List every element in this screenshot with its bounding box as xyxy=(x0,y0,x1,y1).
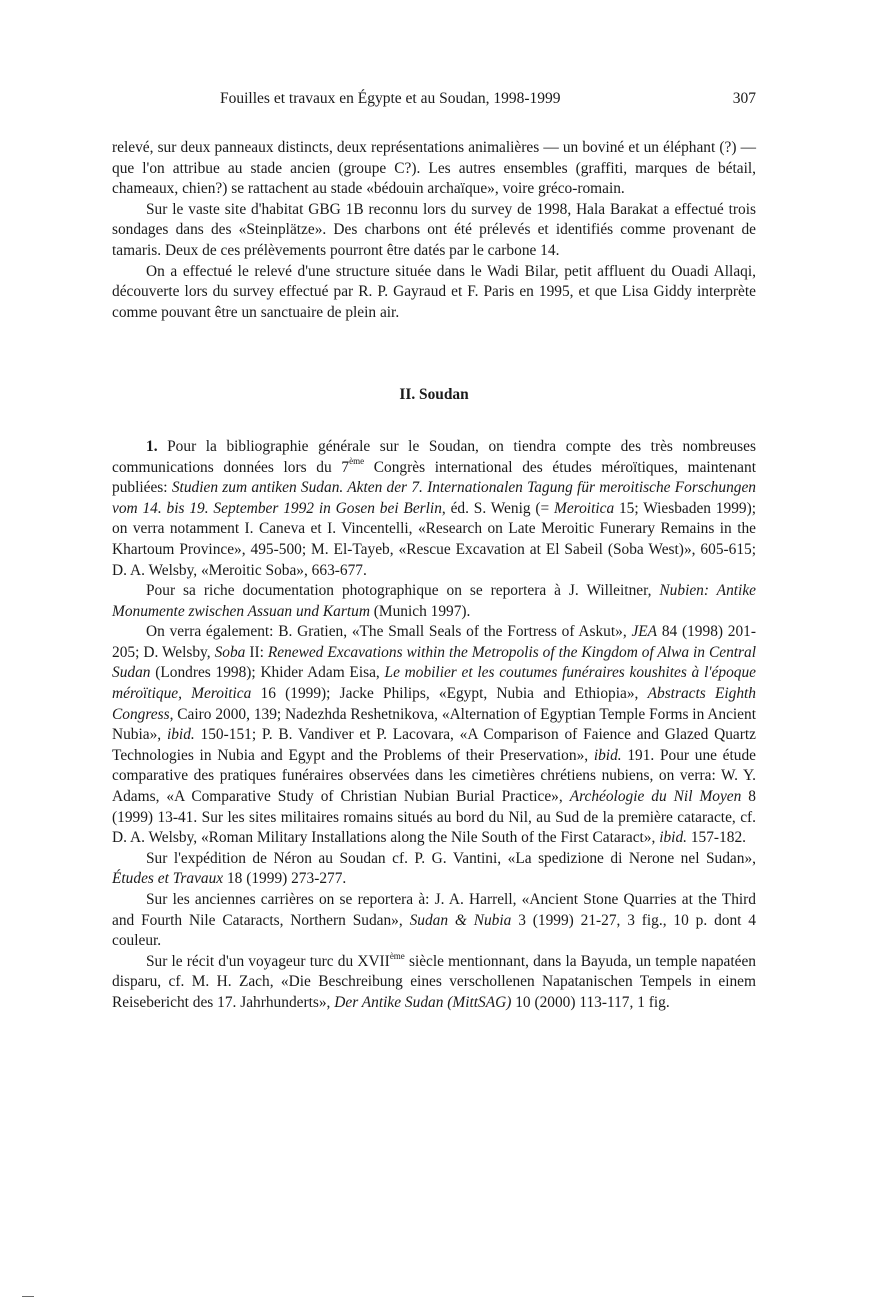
italic-title: JEA xyxy=(631,623,658,641)
superscript: ème xyxy=(349,456,365,467)
text-span: 15; Wiesbaden 1999); on verra notamment I. Caneva et I. Vincentelli, «Research on Late Meroitic Funerary Remains in the Khartoum Province», 495-500; M. El-Tayeb, «Rescue Excavation at El Sabeil (Soba West)», 605-615; D. A. Welsby, «Meroitic Soba», 663-677. xyxy=(112,499,756,579)
paragraph-wadi-bilar: On a effectué le relevé d'une structure située dans le Wadi Bilar, petit affluent du Ouadi Allaqi, découverte lors du survey effectué par R. P. Gayraud et F. Paris en 1995, et que Lisa Giddy interprète comme pouvant être un sanctuaire de plein air. xyxy=(112,262,756,321)
text-span: On verra également: B. Gratien, «The Small Seals of the Fortress of Askut», xyxy=(146,623,632,641)
paragraph-further-references xyxy=(112,622,756,849)
italic-title: ibid. xyxy=(593,746,622,764)
italic-title: Der Antike Sudan (MittSAG) xyxy=(334,993,512,1011)
paragraph-quarries xyxy=(112,890,756,952)
italic-title: Le mobilier et les coutumes funéraires koushites à l'époque méroïtique, Meroitica xyxy=(112,664,756,703)
italic-title: Sudan & Nubia xyxy=(409,911,512,929)
text-span: Sur les anciennes carrières on se reportera à: J. A. Harrell, «Ancient Stone Quarries at the Third and Fourth Nile Cataracts, Northern Sudan», xyxy=(112,891,756,929)
text-span: (Londres 1998); Khider Adam Eisa, xyxy=(150,664,385,682)
text-span: , éd. S. Wenig (= xyxy=(441,499,555,517)
italic-title: Études et Travaux xyxy=(112,870,224,888)
text-span: 3 (1999) 21-27, 3 fig., 10 p. dont 4 couleur. xyxy=(112,911,756,950)
margin-mark xyxy=(22,1296,34,1297)
italic-title: Soba xyxy=(214,643,246,661)
text-span: 191. Pour une étude comparative des pratiques funéraires observées dans les cimetières chrétiens nubiens, on verra: W. Y. Adams, «A Comparative Study of Christian Nubian Burial Practice», xyxy=(112,746,757,806)
paragraph-bibliography-general xyxy=(112,437,756,581)
text-span: siècle mentionnant, dans la Bayuda, un temple napatéen disparu, cf. M. H. Zach, «Die Beschreibung eines verschollenen Napatanischen Tempels in einem Reisebericht des 17. Jahrhunderts», xyxy=(112,952,756,1011)
text-span: II: xyxy=(245,643,268,661)
italic-title: Archéologie du Nil Moyen xyxy=(569,788,742,806)
text-span: 84 (1998) 201-205; D. Welsby, xyxy=(112,623,756,661)
text-span: Congrès international des études méroïtiques, maintenant publiées: xyxy=(112,458,756,497)
text-span: , Cairo 2000, 139; Nadezhda Reshetnikova, «Alternation of Egyptian Temple Forms in Ancient Nubia», xyxy=(112,705,756,744)
text-span: Sur l'expédition de Néron au Soudan cf. P. G. Vantini, «La spedizione di Nerone nel Sudan», xyxy=(146,849,756,867)
italic-title: Abstracts Eighth Congress xyxy=(112,685,756,723)
text-span: 150-151; P. B. Vandiver et P. Lacovara, «A Comparison of Faience and Glazed Quartz Technologies in Nubia and Egypt and the Problems of their Preservation», xyxy=(112,726,756,764)
text-span: Sur le récit d'un voyageur turc du XVII xyxy=(146,952,390,970)
paragraph-turkish-traveller xyxy=(112,952,756,1014)
paragraph-continuation: relevé, sur deux panneaux distincts, deux représentations animalières — un boviné et un éléphant (?) — que l'on attribue au stade ancien (groupe C?). Les autres ensembles (graffiti, marques de bétail, chameaux, chien?) se rattachent au stade «bédouin archaïque», voire gréco-romain. xyxy=(112,139,756,198)
italic-title: ibid. xyxy=(166,726,195,744)
running-title: Fouilles et travaux en Égypte et au Soudan, 1998-1999 xyxy=(220,90,561,107)
text-span: (Munich 1997). xyxy=(369,602,471,620)
italic-title: Renewed Excavations within the Metropolis of the Kingdom of Alwa in Central Sudan xyxy=(112,643,757,682)
section-heading: II. Soudan xyxy=(399,386,469,404)
text-span: Pour sa riche documentation photographique on se reportera à J. Willeitner, xyxy=(146,582,660,600)
superscript: ème xyxy=(389,950,405,961)
italic-title: Meroitica xyxy=(554,499,615,517)
italic-title: ibid. xyxy=(659,829,687,847)
paragraph-number: 1. xyxy=(146,437,158,455)
paragraph-neron-expedition xyxy=(112,849,756,890)
text-span: 10 (2000) 113-117, 1 fig. xyxy=(511,993,670,1011)
text-span: 18 (1999) 273-277. xyxy=(223,870,347,888)
text-span: 157-182. xyxy=(687,829,746,847)
running-header xyxy=(112,90,756,114)
text-span: 16 (1999); Jacke Philips, «Egypt, Nubia and Ethiopia», xyxy=(251,685,648,703)
page-number: 307 xyxy=(732,90,756,107)
paragraph-photo-documentation xyxy=(112,581,756,622)
body-text xyxy=(112,138,756,1014)
text-span: Pour la bibliographie générale sur le Soudan, on tiendra compte des très nombreuses communications données lors du 7 xyxy=(112,437,756,476)
italic-title: Studien zum antiken Sudan. Akten der 7. Internationalen Tagung für meroitische Forschungen vom 14. bis 19. September 1992 in Gosen bei Berlin xyxy=(112,479,756,517)
italic-title: Nubien: Antike Monumente zwischen Assuan und Kartum xyxy=(112,582,756,620)
text-span: 8 (1999) 13-41. Sur les sites militaires romains situés au bord du Nil, au Sud de la première cataracte, cf. D. A. Welsby, «Roman Military Installations along the Nile South of the First Cataract», xyxy=(112,788,756,847)
paragraph-gbg-site: Sur le vaste site d'habitat GBG 1B reconnu lors du survey de 1998, Hala Barakat a effectué trois sondages dans des «Steinplätze». Des charbons ont été prélevés et identifiés comme provenant de tamaris. Deux de ces prélèvements pourront être datés par le carbone 14. xyxy=(112,200,756,259)
